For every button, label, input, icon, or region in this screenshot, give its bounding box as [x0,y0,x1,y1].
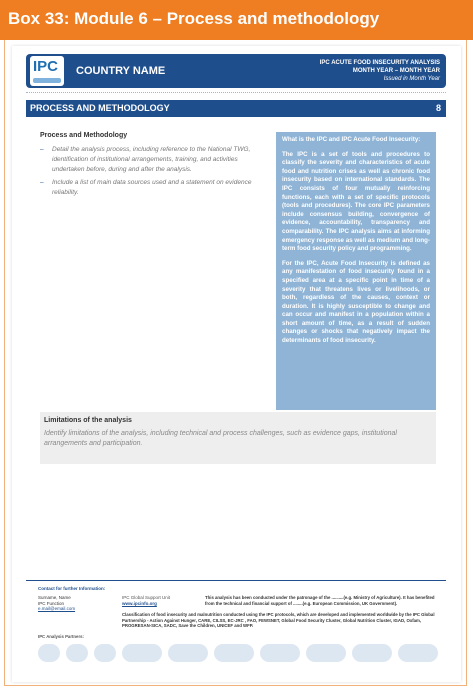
contact-name: Surname, Name [38,595,71,600]
partner-logo [260,644,300,662]
partner-logos [38,644,448,664]
contact-heading: Contact for further Information: [38,586,106,591]
section-title: PROCESS AND METHODOLOGY [30,103,170,113]
limitations-text: Identify limitations of the analysis, including technical and process challenges, such as evidence gaps, institutional arrangements and participation. [44,430,397,447]
box-header [0,0,473,40]
process-heading: Process and Methodology [40,132,128,139]
section-bar [26,100,446,117]
ipc-logo [30,56,64,86]
page-number: 8 [435,103,441,113]
bullet-dash: – [40,146,44,153]
bullet-text: Detail the analysis process, including reference to the National TWG, identification of institutional arrangements, training, and activities undertaken before, during and after the analysis. [52,146,251,173]
limitations-box [40,412,436,464]
partner-logo [214,644,254,662]
ipc-info-box [276,132,436,410]
bullet-dash: – [40,179,44,186]
ipc-logo-text: IPC [33,58,59,75]
dotted-divider [26,92,446,93]
gsu-url-link[interactable]: www.ipcinfo.org [122,600,157,606]
disclaimer-text: This analysis has been conducted under the patronage of the ..........(e.g. Ministry of Agriculture). It has benefited from the technical and financial support of ........(e.g. European Commission, UK Government). [205,595,435,606]
analysis-info [320,59,440,83]
classification-text: Classification of food insecurity and malnutrition conducted using the IPC protocols, which are developed and implemented worldwide by the IPC Global Partnership - Action Against Hunger, CARE, CILSS, EC-JRC , FAO, FEWSNET, Global Food Security Cluster, Global Nutrition Cluster, IGAD, Oxfam, PROGRESAN-SICA, SADC, Save the Children, UNICEF and WFP. [122,612,435,628]
info-box-paragraph: For the IPC, Acute Food Insecurity is defined as any manifestation of food insecurity found in a specified area at a specific point in time of a severity that threatens lives or livelihoods, or both, regardless of the causes, context or duration. It is highly susceptible to change and can occur and manifest in a population within a short amount of time, as a result of sudden changes or shocks that negatively impact the determinants of food insecurity. [282,259,430,345]
partner-logo [168,644,208,662]
limitations-title: Limitations of the analysis [44,417,132,424]
process-bullet [40,145,270,175]
gsu-block [122,595,170,606]
analysis-period: MONTH YEAR – MONTH YEAR [352,68,440,74]
partner-logo [306,644,346,662]
partner-logo [352,644,392,662]
gsu-label: IPC Global Support Unit [122,595,171,600]
partner-logo [66,644,88,662]
info-box-paragraph: The IPC is a set of tools and procedures to classify the severity and characteristics of acute food and nutrition crises as well as chronic food insecurity based on international standards. The IPC consists of four mutually reinforcing functions, each with a set of specific protocols (tools and procedures). The core IPC parameters include consensus building, convergence of evidence, accountability, transparency and comparability. The IPC analysis aims at informing emergency response as well as medium and long-term food security policy and programming. [282,150,430,253]
analysis-title: IPC ACUTE FOOD INSECURITY ANALYSIS [319,60,440,66]
footer-divider [26,580,446,581]
partner-logo [398,644,438,662]
info-box-title: What is the IPC and IPC Acute Food Insecurity: [282,136,421,143]
ipc-logo-bar [33,78,61,83]
partners-label: IPC Analysis Partners: [38,634,84,639]
country-name: COUNTRY NAME [76,65,166,77]
process-column [40,132,270,201]
partner-logo [94,644,116,662]
contact-email-link[interactable]: e.mail@email.com [38,606,76,611]
top-banner [26,54,446,88]
document-page [12,46,461,682]
bullet-text: Include a list of main data sources used and a statement on evidence reliability. [52,179,252,196]
contact-role: IPC Function [38,600,65,606]
process-bullet [40,178,270,198]
issued-date: Issued in Month Year [383,76,440,82]
contact-block [38,595,75,612]
box-title: Box 33: Module 6 – Process and methodology [8,9,380,28]
partner-logo [38,644,60,662]
partner-logo [122,644,162,662]
